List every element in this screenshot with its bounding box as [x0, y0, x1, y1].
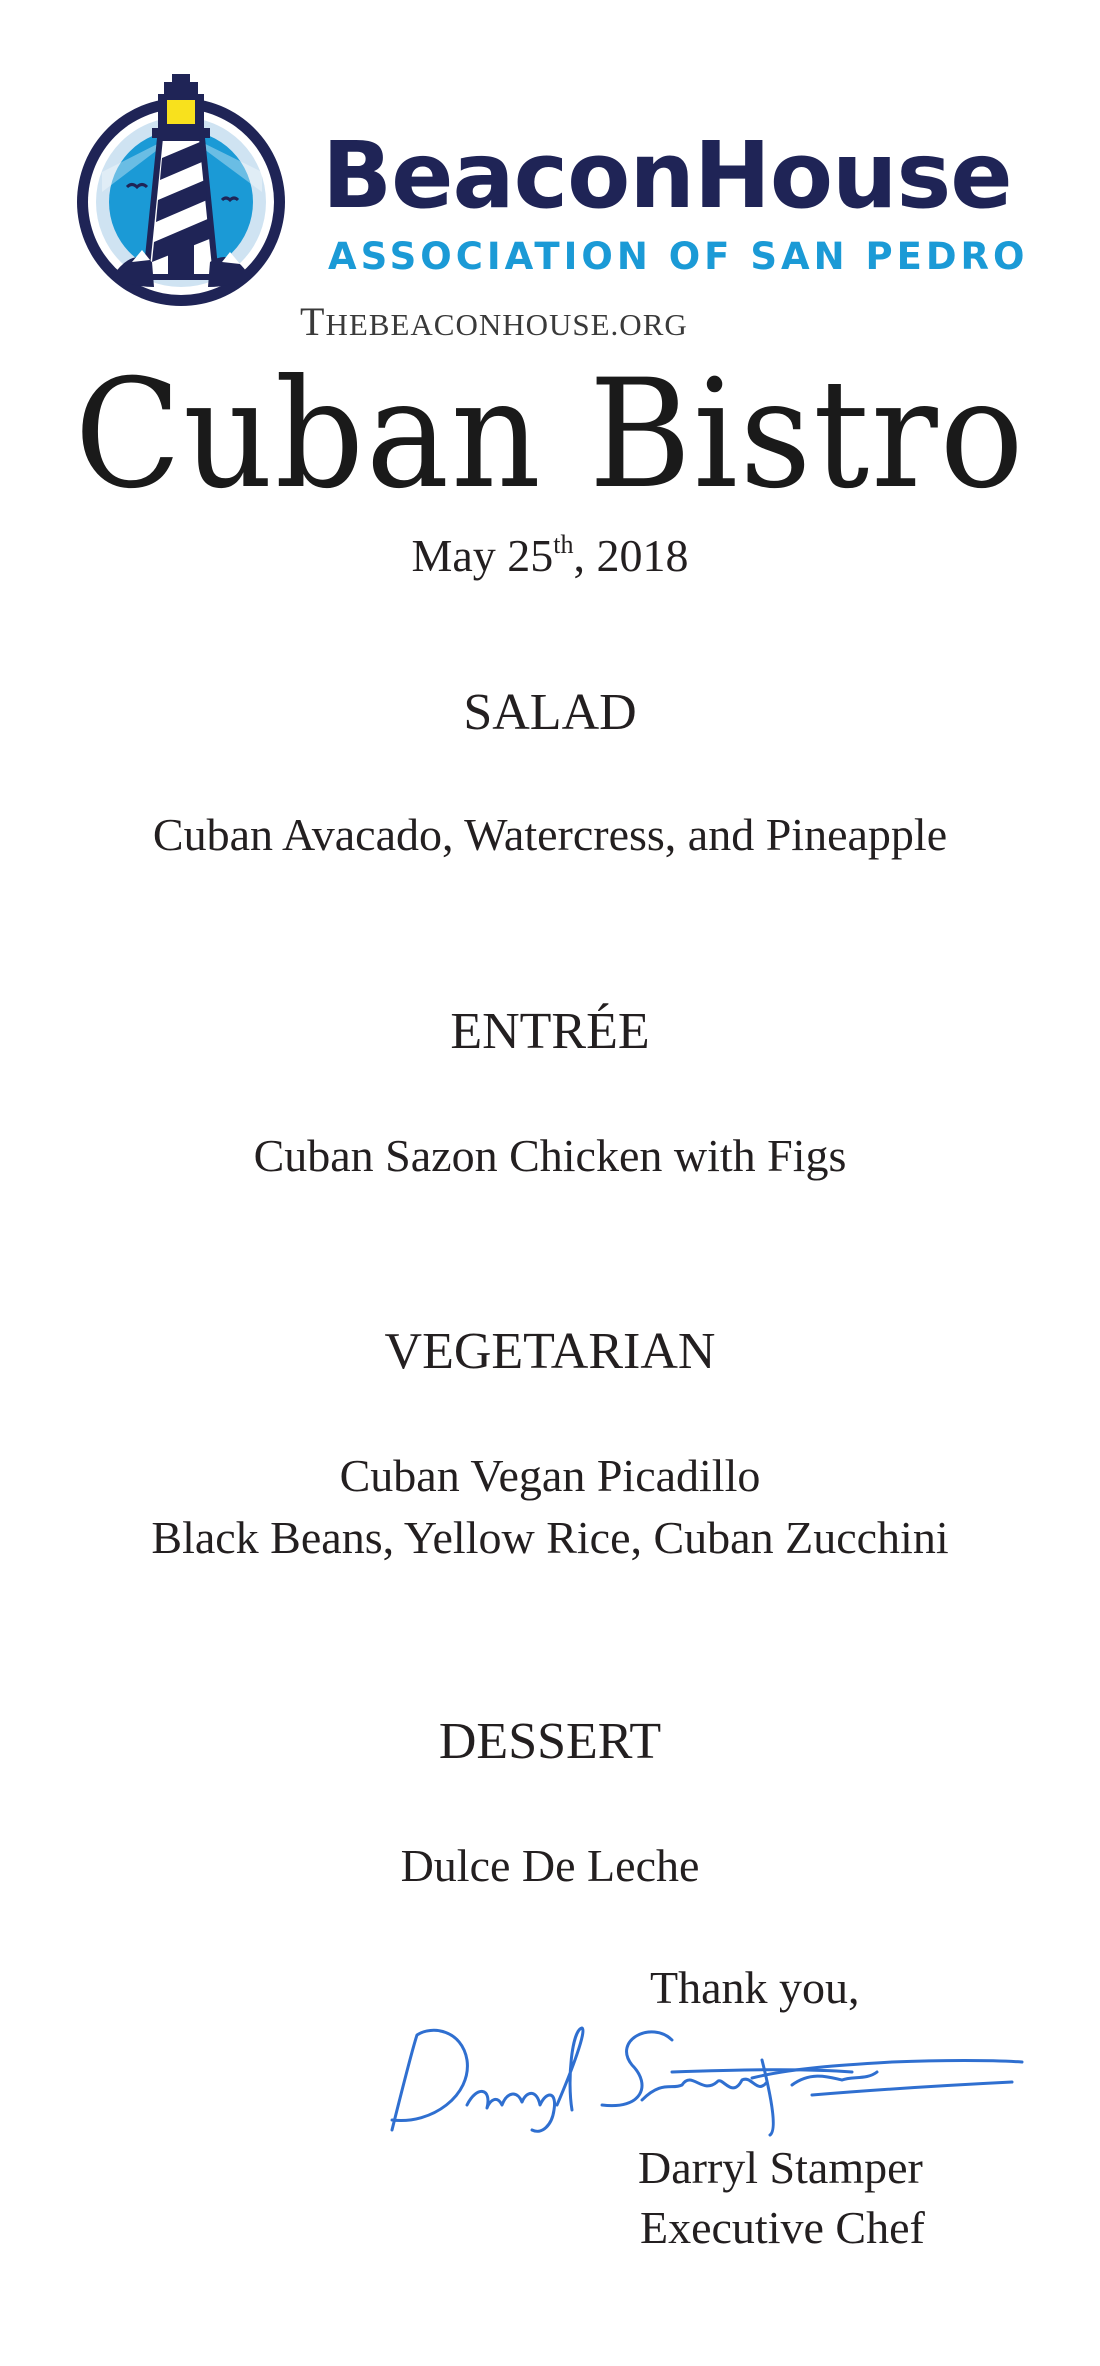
chef-name: Darryl Stamper: [638, 2142, 923, 2193]
entree-heading: ENTRÉE: [450, 1003, 650, 1060]
dessert-heading: DESSERT: [438, 1713, 662, 1770]
event-date-rest: , 2018: [573, 530, 689, 581]
salad-heading: SALAD: [463, 684, 637, 741]
entree-item: Cuban Sazon Chicken with Figs: [253, 1130, 847, 1181]
event-date: [0, 528, 1100, 584]
vegetarian-item-2: Black Beans, Yellow Rice, Cuban Zucchini: [151, 1512, 949, 1563]
chef-signature: [372, 2010, 1032, 2140]
vegetarian-item-1: Cuban Vegan Picadillo: [339, 1450, 761, 1501]
organization-name: BeaconHouse: [322, 122, 1012, 229]
thank-you-text: Thank you,: [650, 1962, 860, 2013]
vegetarian-heading: VEGETARIAN: [384, 1323, 716, 1380]
salad-item: Cuban Avacado, Watercress, and Pineapple: [152, 809, 948, 860]
chef-title: Executive Chef: [640, 2202, 925, 2253]
signature-text: Darryl Stamper: [372, 2010, 379, 2011]
lighthouse-logo-icon: [72, 72, 290, 312]
organization-website: THEBEACONHOUSE.ORG: [300, 299, 688, 344]
event-title: Cuban Bistro: [74, 348, 1026, 522]
event-date-suffix: th: [553, 530, 574, 559]
event-date-prefix: May 25: [411, 530, 554, 581]
organization-subtitle: ASSOCIATION OF SAN PEDRO: [328, 235, 1029, 278]
dessert-item: Dulce De Leche: [400, 1840, 700, 1891]
